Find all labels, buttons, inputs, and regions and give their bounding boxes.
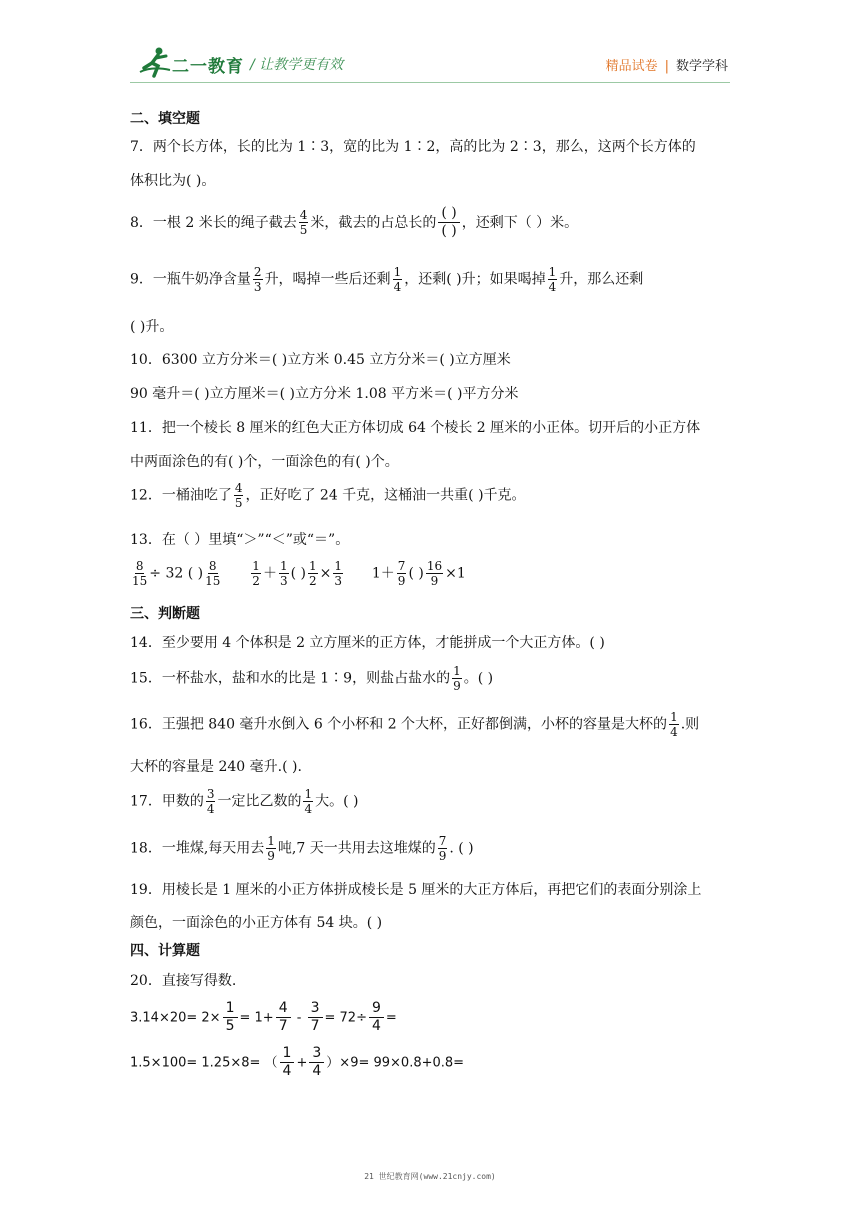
- q20-r1-fraction-3: $\frac{3}{7}$: [308, 1001, 323, 1035]
- header-divider: [130, 82, 730, 83]
- question-13-expressions: $\frac{8}{15}$ ÷ 32 ( ) $\frac{8}{15}$ $\frac{1}{2}$ ＋ $\frac{1}{3}$ ( ) $\frac{1}{2}$ × $\frac{1}{3}$ 1＋ $\frac{7}{9}$ ( ) $\frac{16}{9}$ ×1: [132, 559, 466, 588]
- q13-e2-fraction-c: $\frac{1}{2}$: [308, 559, 317, 588]
- q8-text-a: 8．一根 2 米长的绳子截去: [130, 214, 297, 231]
- question-16-line-2: 大杯的容量是 240 毫升.( ).: [130, 759, 302, 775]
- header-right: [606, 55, 728, 74]
- q9-fraction-3: $\frac{1}{4}$: [548, 265, 557, 294]
- question-13-line-1: 13．在（ ）里填“＞”“＜”或“＝”。: [130, 532, 350, 548]
- question-14: 14．至少要用 4 个体积是 2 立方厘米的正方体，才能拼成一个大正方体。( ): [130, 635, 605, 651]
- question-17: 17．甲数的 $\frac{3}{4}$ 一定比乙数的 $\frac{1}{4}$ 大。( ): [130, 787, 359, 816]
- q13-e2-fraction-b: $\frac{1}{3}$: [279, 559, 288, 588]
- question-10-line-2: 90 毫升＝( )立方厘米＝( )立方分米 1.08 平方米＝( )平方分米: [130, 386, 519, 402]
- q12-fraction: $\frac{4}{5}$: [234, 481, 243, 510]
- question-11-line-2: 中两面涂色的有( )个，一面涂色的有( )个。: [130, 454, 399, 470]
- q8-text-b: 米，截去的占总长的: [310, 214, 437, 231]
- question-11-line-1: 11．把一个棱长 8 厘米的红色大正方体切成 64 个棱长 2 厘米的小正体。切开后的小正方体: [130, 420, 701, 436]
- header-tag-subject: 数学学科: [675, 59, 728, 74]
- runner-logo-icon: [138, 46, 172, 78]
- question-20-title: 20．直接写得数.: [130, 973, 237, 989]
- header-slogan: / 让教学更有效: [250, 57, 344, 73]
- header-tag-premium: 精品试卷: [605, 59, 658, 74]
- q15-fraction: $\frac{1}{9}$: [453, 664, 461, 693]
- q20-r1-fraction-1: $\frac{1}{5}$: [223, 1001, 238, 1035]
- question-20-row-2: 1.5×100= 1.25×8= （ $\frac{1}{4}$ + $\frac{3}{4}$ ）×9= 99×0.8+0.8=: [130, 1045, 465, 1080]
- q20-r2-fraction-1: $\frac{1}{4}$: [280, 1046, 295, 1080]
- question-8: [130, 206, 578, 240]
- question-7-line-1: 7．两个长方体，长的比为 1∶3，宽的比为 1∶2，高的比为 2∶3，那么，这两个长方体的: [130, 139, 696, 155]
- q18-fraction-2: $\frac{7}{9}$: [438, 834, 447, 863]
- q13-e1-fraction-left: $\frac{8}{15}$: [132, 559, 148, 588]
- question-10-line-1: 10．6300 立方分米＝( )立方米 0.45 立方分米＝( )立方厘米: [130, 352, 511, 368]
- question-16-line-1: 16．王强把 840 毫升水倒入 6 个小杯和 2 个大杯，正好都倒满，小杯的容量是大杯的 $\frac{1}{4}$ .则: [130, 710, 700, 739]
- q9-fraction-2: $\frac{1}{4}$: [393, 265, 402, 294]
- question-9-line-1: 9．一瓶牛奶净含量 $\frac{2}{3}$ 升，喝掉一些后还剩 $\frac{1}{4}$ ，还剩( )升；如果喝掉 $\frac{1}{4}$ 升，那么还剩: [130, 265, 644, 294]
- q13-e2-fraction-a: $\frac{1}{2}$: [252, 559, 260, 588]
- q20-r1-fraction-2: $\frac{4}{7}$: [276, 1001, 291, 1035]
- q13-e3-fraction-right: $\frac{16}{9}$: [426, 559, 443, 588]
- section-title-calculation: 四、计算题: [130, 943, 200, 959]
- q16-fraction: $\frac{1}{4}$: [670, 710, 678, 739]
- q13-e2-fraction-d: $\frac{1}{3}$: [334, 559, 342, 588]
- logo-text: 二一教育: [172, 57, 244, 77]
- question-15: 15．一杯盐水，盐和水的比是 1∶9，则盐占盐水的 $\frac{1}{9}$ 。( ): [130, 664, 494, 693]
- question-19-line-1: 19．用棱长是 1 厘米的小正方体拼成棱长是 5 厘米的大正方体后，再把它们的表面分别涂上: [130, 882, 702, 898]
- q20-r2-fraction-2: $\frac{3}{4}$: [309, 1046, 324, 1080]
- q8-text-c: ，还剩下（ ）米。: [461, 214, 579, 231]
- question-12: 12．一桶油吃了 $\frac{4}{5}$ ，正好吃了 24 千克，这桶油一共重( )千克。: [130, 481, 526, 510]
- question-7-line-2: 体积比为( )。: [130, 173, 216, 189]
- q18-fraction-1: $\frac{1}{9}$: [267, 834, 275, 863]
- page-header: [0, 0, 860, 90]
- question-19-line-2: 颜色，一面涂色的小正方体有 54 块。( ): [130, 915, 383, 931]
- section-title-fill-in: 二、填空题: [130, 111, 200, 127]
- question-20-row-1: 3.14×20= 2× $\frac{1}{5}$ = 1+ $\frac{4}{7}$ - $\frac{3}{7}$ = 72÷ $\frac{9}{4}$ =: [130, 1000, 397, 1035]
- q17-fraction-1: $\frac{3}{4}$: [206, 787, 215, 816]
- q8-blank-fraction[interactable]: $\frac{( )}{( )}$: [438, 206, 459, 240]
- header-separator: |: [664, 59, 669, 74]
- question-9-line-2: ( )升。: [130, 319, 174, 335]
- page-footer: 21 世纪教育网(www.21cnjy.com): [364, 1172, 496, 1181]
- section-title-judgement: 三、判断题: [130, 606, 200, 622]
- q9-fraction-1: $\frac{2}{3}$: [253, 265, 262, 294]
- q20-r1-fraction-4: $\frac{9}{4}$: [369, 1001, 384, 1035]
- q8-fraction: $\frac{4}{5}$: [299, 208, 308, 238]
- q13-e3-fraction-left: $\frac{7}{9}$: [397, 559, 406, 588]
- q13-e1-fraction-right: $\frac{8}{15}$: [205, 559, 221, 588]
- q17-fraction-2: $\frac{1}{4}$: [304, 787, 313, 816]
- question-18: 18．一堆煤,每天用去 $\frac{1}{9}$ 吨,7 天一共用去这堆煤的 $\frac{7}{9}$ . ( ): [130, 834, 474, 863]
